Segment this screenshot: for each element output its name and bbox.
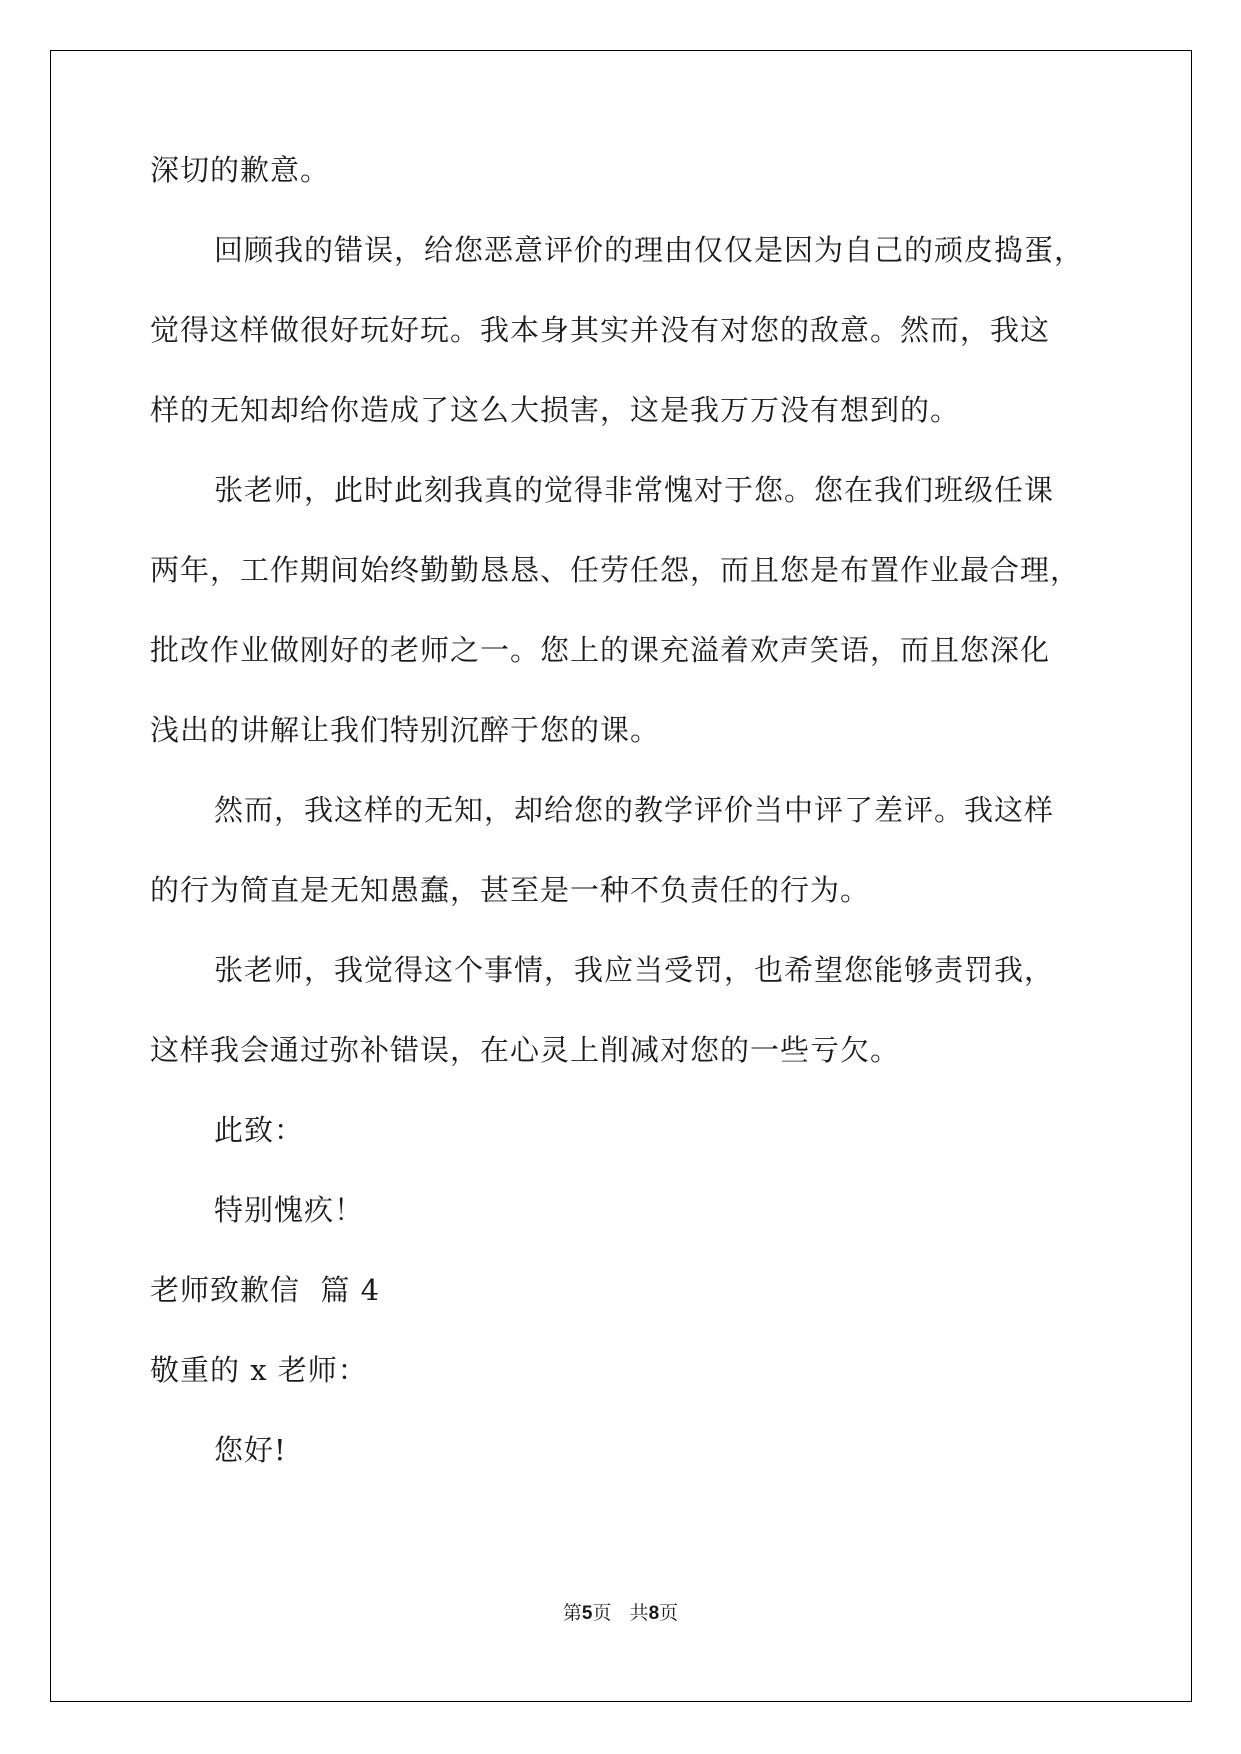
text-line-12: 这样我会通过弥补错误，在心灵上削减对您的一些亏欠。 [150,1033,901,1067]
hello-line: 您好! [214,1433,287,1467]
text-line-4: 样的无知却给你造成了这么大损害，这是我万万没有想到的。 [150,393,961,427]
text-line-9: 然而，我这样的无知，却给您的教学评价当中评了差评。我这样 [214,793,1055,827]
footer-prefix: 第 [562,1602,582,1624]
text-line-2: 回顾我的错误，给您恶意评价的理由仅仅是因为自己的顽皮捣蛋， [214,233,1085,267]
text-line-10: 的行为简直是无知愚蠢，甚至是一种不负责任的行为。 [150,873,871,907]
text-line-11: 张老师，我觉得这个事情，我应当受罚，也希望您能够责罚我， [214,953,1055,987]
section-heading: 老师致歉信 篇 4 [150,1273,381,1307]
greeting-line: 敬重的 x 老师： [150,1353,368,1387]
page-number-footer [0,1601,1241,1626]
text-line-5: 张老师，此时此刻我真的觉得非常愧对于您。您在我们班级任课 [214,473,1055,507]
total-pages: 8 [648,1603,660,1624]
footer-mid: 页 共 [592,1602,649,1624]
footer-suffix: 页 [659,1602,679,1624]
text-line-6: 两年，工作期间始终勤勤恳恳、任劳任怨，而且您是布置作业最合理， [150,553,1081,587]
text-line-8: 浅出的讲解让我们特别沉醉于您的课。 [150,713,661,747]
closing-line: 特别愧疚！ [214,1193,365,1227]
text-line-7: 批改作业做刚好的老师之一。您上的课充溢着欢声笑语，而且您深化 [150,633,1051,667]
text-line-3: 觉得这样做很好玩好玩。我本身其实并没有对您的敌意。然而，我这 [150,313,1051,347]
text-line-1: 深切的歉意。 [150,153,331,187]
current-page: 5 [581,1603,593,1624]
closing-salutation: 此致： [214,1113,305,1147]
